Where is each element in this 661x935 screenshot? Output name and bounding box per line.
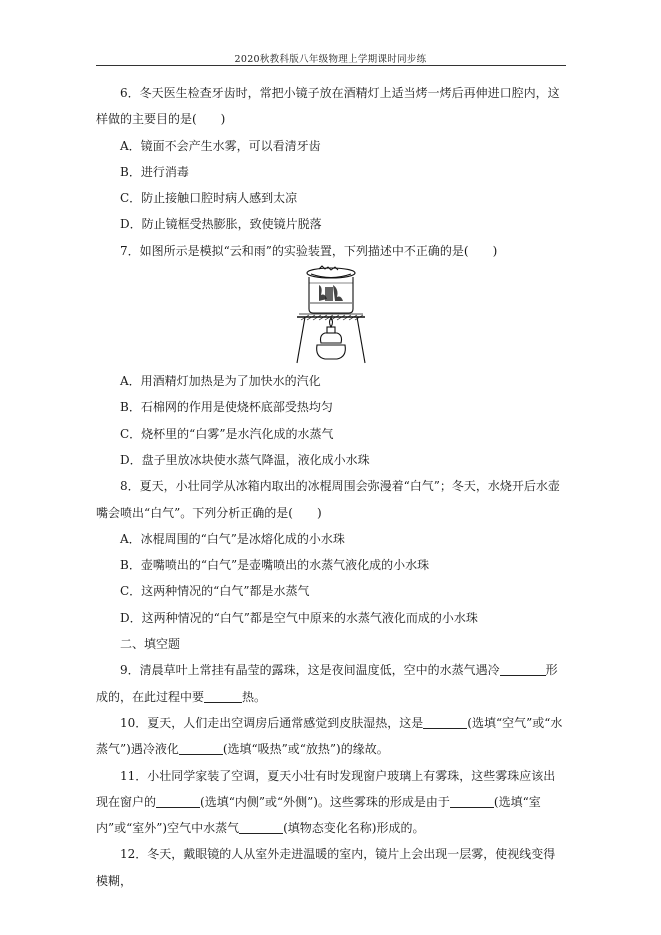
question-10-text-2: (选填“空气”或“水蒸气”)遇冷液化 xyxy=(96,715,563,757)
answer-blank[interactable] xyxy=(500,661,546,676)
question-7-option-d: D．盘子里放冰块使水蒸气降温，液化成小水珠 xyxy=(120,452,370,467)
document-body xyxy=(96,80,566,894)
question-11-text-4: (填物态变化名称)形成的。 xyxy=(283,821,425,836)
header-divider xyxy=(96,65,566,66)
cloud-rain-apparatus-figure xyxy=(96,265,566,364)
section-title-fill-in: 二、填空题 xyxy=(120,637,181,652)
answer-blank[interactable] xyxy=(179,740,223,755)
question-8-stem: 8．夏天，小壮同学从冰箱内取出的冰棍周围会弥漫着“白气”；冬天，水烧开后水壶嘴会喷出“白气”。下列分析正确的是( ) xyxy=(96,479,560,520)
question-6-option-b: B．进行消毒 xyxy=(120,164,189,179)
question-11-text-2: (选填“内侧”或“外侧”)。这些雾珠的形成是由于 xyxy=(200,794,450,809)
question-7-stem: 7．如图所示是模拟“云和雨”的实验装置，下列描述中不正确的是( ) xyxy=(120,243,498,258)
question-7-option-a: A．用酒精灯加热是为了加快水的汽化 xyxy=(120,374,321,389)
question-7-option-b: B．石棉网的作用是使烧杯底部受热均匀 xyxy=(120,400,333,415)
question-10-text-3: (选填“吸热”或“放热”)的缘故。 xyxy=(222,742,389,757)
question-9 xyxy=(96,657,566,710)
question-11-text-3: (选填“室内”或“室外”)空气中水蒸气 xyxy=(96,794,541,836)
question-10-text-1: 10．夏天，人们走出空调房后通常感觉到皮肤湿热，这是 xyxy=(120,715,424,730)
question-11 xyxy=(96,763,566,842)
question-9-text-3: 热。 xyxy=(242,689,267,704)
question-6-option-a: A．镜面不会产生水雾，可以看清牙齿 xyxy=(120,138,321,153)
question-6-option-d: D．防止镜框受热膨胀，致使镜片脱落 xyxy=(120,217,322,232)
question-8-option-a: A．冰棍周围的“白气”是冰熔化成的小水珠 xyxy=(120,531,345,546)
question-9-text-1: 9．清晨草叶上常挂有晶莹的露珠，这是夜间温度低，空中的水蒸气遇冷 xyxy=(120,663,500,678)
question-11-text-1: 11．小壮同学家装了空调，夏天小壮有时发现窗户玻璃上有雾珠，这些雾珠应该出现在窗户的 xyxy=(96,768,556,809)
answer-blank[interactable] xyxy=(156,793,200,808)
page-header: 2020秋教科版八年级物理上学期课时同步练 xyxy=(234,54,427,65)
question-8-option-b: B．壶嘴喷出的“白气”是壶嘴喷出的水蒸气液化成的小水珠 xyxy=(120,558,430,573)
apparatus-illustration xyxy=(285,265,377,364)
question-6-stem: 6．冬天医生检查牙齿时，常把小镜子放在酒精灯上适当烤一烤后再伸进口腔内，这样做的主要目的是( ) xyxy=(96,86,560,127)
question-7-option-c: C．烧杯里的“白雾”是水汽化成的水蒸气 xyxy=(120,426,334,441)
answer-blank[interactable] xyxy=(204,688,242,703)
question-9-text-2: 形成的，在此过程中要 xyxy=(96,663,558,704)
question-8-option-c: C．这两种情况的“白气”都是水蒸气 xyxy=(120,584,310,599)
question-6-option-c: C．防止接触口腔时病人感到太凉 xyxy=(120,191,298,206)
answer-blank[interactable] xyxy=(450,793,494,808)
question-10 xyxy=(96,710,566,763)
question-8-option-d: D．这两种情况的“白气”都是空气中原来的水蒸气液化而成的小水珠 xyxy=(120,610,478,625)
answer-blank[interactable] xyxy=(239,819,283,834)
question-12: 12．冬天，戴眼镜的人从室外走进温暖的室内，镜片上会出现一层雾，使视线变得模糊， xyxy=(96,847,556,888)
answer-blank[interactable] xyxy=(423,714,467,729)
